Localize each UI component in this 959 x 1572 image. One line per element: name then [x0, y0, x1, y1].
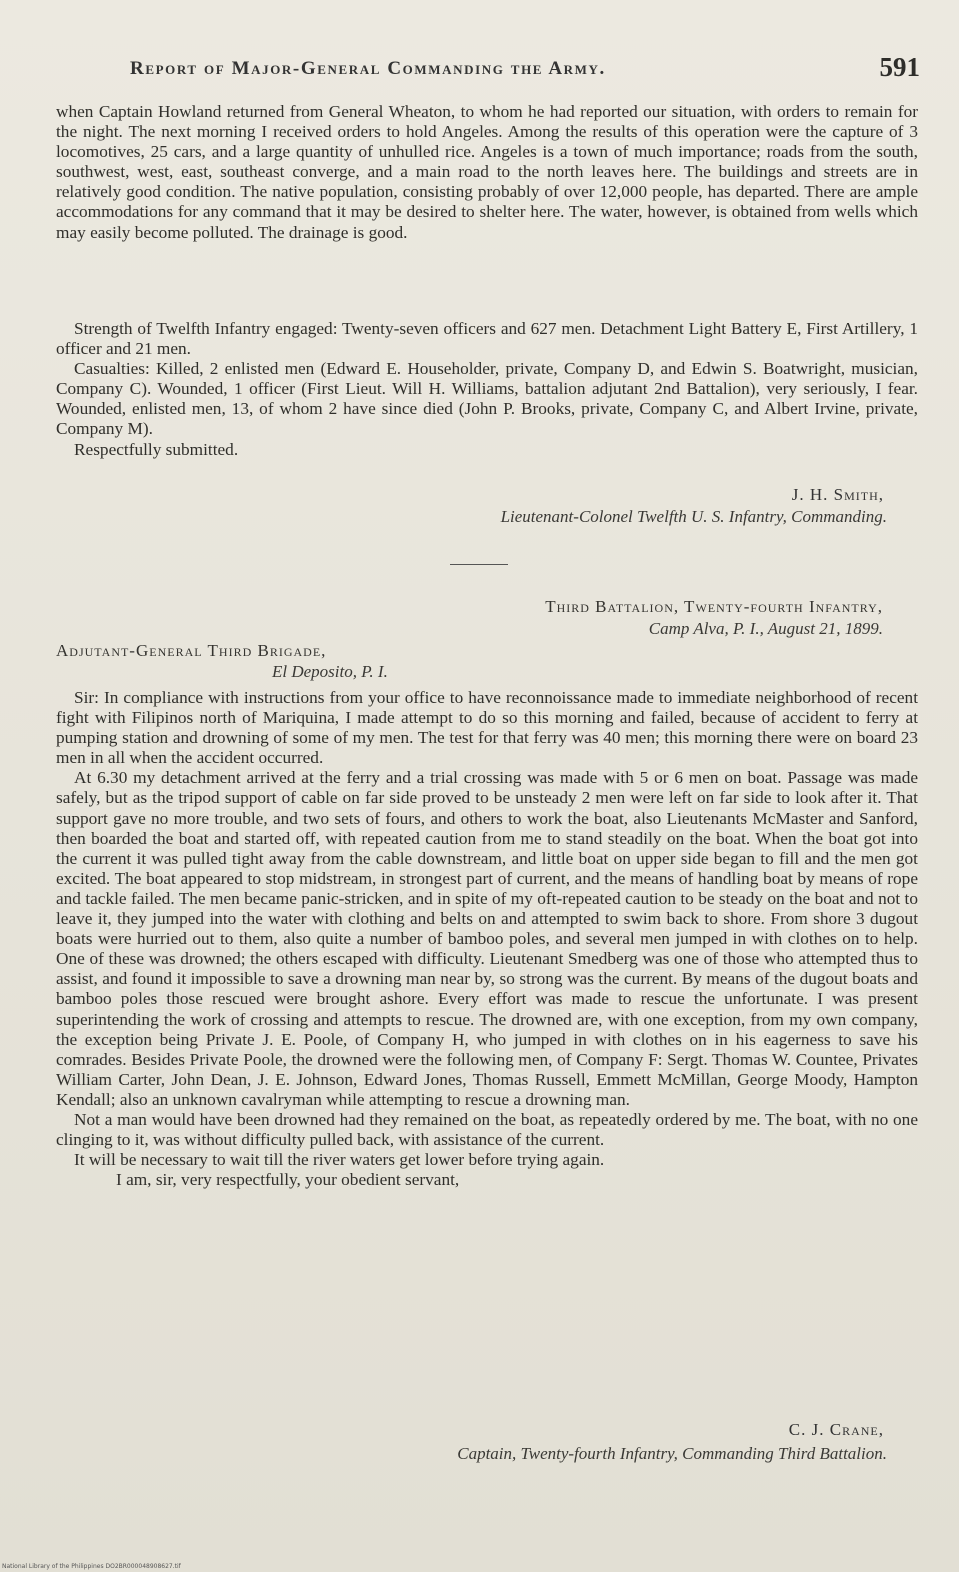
- signature-title-2: Captain, Twenty-fourth Infantry, Commanding Third Battalion.: [457, 1444, 887, 1463]
- signature-name-2: C. J. Crane,: [788, 1420, 884, 1439]
- letter-place-date: Camp Alva, P. I., August 21, 1899.: [648, 619, 883, 638]
- section-divider: [450, 564, 508, 565]
- scan-stamp: National Library of the Philippines DO2BR000048908627.tif: [2, 1563, 181, 1570]
- letter-from-unit: Third Battalion, Twenty-fourth Infantry,: [545, 597, 883, 616]
- paragraph: when Captain Howland returned from General Wheaton, to whom he had reported our situation, with orders to remain for the night. The next morning I received orders to hold Angeles. Among the results of this operation were the capture of 3 locomotives, 25 cars, and a large quantity of unhulled rice. Angeles is a town of much importance; roads from the south, southwest, west, east, southeast converge, and a main road to the north leaves here. The buildings and streets are in relatively good condition. The native population, consisting probably of over 12,000 people, has departed. There are ample accommodations for any command that it may be desired to shelter here. The water, however, is obtained from wells which may easily become polluted. The drainage is good.: [56, 102, 918, 242]
- paragraph: Sir: In compliance with instructions from your office to have reconnoissance made to immediate neighborhood of recent fight with Filipinos north of Mariquina, I made attempt to do so this morning and failed, because of accident to ferry at pumping station and drowning of some of my men. The test for that ferry was 40 men; this morning there were on board 23 men in all when the accident occurred.: [56, 688, 918, 768]
- paragraph: It will be necessary to wait till the river waters get lower before trying again.: [74, 1150, 605, 1170]
- report-continuation: [56, 102, 918, 243]
- letter-addressee-place: El Deposito, P. I.: [272, 662, 388, 681]
- paragraph: At 6.30 my detachment arrived at the ferry and a trial crossing was made with 5 or 6 men on boat. Passage was made safely, but as the tripod support of cable on far side proved to be unsteady 2 men were left on far side to look after it. That support gave no more trouble, and two sets of fours, and others to work the boat, also Lieutenants McMaster and Sanford, then boarded the boat and started off, with repeated caution from me to stand steadily on the boat. When the boat got into the current it was pulled tight away from the cable downstream, and little boat on upper side began to fill and the men got excited. The boat appeared to stop midstream, in strongest part of current, and the means of handling boat by means of rope and tackle failed. The men became panic-stricken, and in spite of my oft-repeated caution to be steady on the boat and not to leave it, they jumped into the water with clothing and belts on and attempted to swim back to shore. From shore 3 dugout boats were hurried out to them, also quite a number of bamboo poles, and several men jumped in with clothes on to help. One of these was drowned; the others escaped with difficulty. Lieutenant Smedberg was one of those who attempted thus to assist, and found it impossible to save a drowning man near by, so strong was the current. By means of the dugout boats and bamboo poles those rescued were brought ashore. Every effort was made to rescue the unfortunate. I was present superintending the work of crossing and attempts to rescue. The drowned are, with one exception, from my own company, the exception being Private J. E. Poole, of Company H, who jumped in with clothes on in his eagerness to save his comrades. Besides Private Poole, the drowned were the following men, of Company F: Sergt. Thomas W. Countee, Privates William Carter, John Dean, J. E. Johnson, Edward Jones, Thomas Russell, Emmett McMillan, George Moody, Hampton Kendall; also an unknown cavalryman while attempting to rescue a drowning man.: [56, 768, 918, 1109]
- paragraph: Respectfully submitted.: [74, 439, 239, 459]
- paragraph: Casualties: Killed, 2 enlisted men (Edward E. Householder, private, Company D, and Edwin S. Boatwright, musician, Company C). Wounded, 1 officer (First Lieut. Will H. Williams, battalion adjutant 2nd Battalion), very seriously, I fear. Wounded, enlisted men, 13, of whom 2 have since died (John P. Brooks, private, Company C, and Albert Irvine, private, Company M).: [56, 359, 918, 439]
- letter-body: [56, 688, 918, 1190]
- letter-addressee: Adjutant-General Third Brigade,: [56, 641, 327, 660]
- running-header: [130, 52, 920, 92]
- report-details: [56, 319, 918, 460]
- header-title: Report of Major-General Commanding the Army.: [130, 58, 606, 79]
- signature-title: Lieutenant-Colonel Twelfth U. S. Infantry, Commanding.: [500, 507, 887, 526]
- paragraph: Not a man would have been drowned had they remained on the boat, as repeatedly ordered by me. The boat, with no one clinging to it, was without difficulty pulled back, with assistance of the current.: [56, 1109, 918, 1150]
- signature-name: J. H. Smith,: [791, 485, 884, 504]
- page-number: 591: [879, 52, 920, 82]
- paragraph: Strength of Twelfth Infantry engaged: Twenty-seven officers and 627 men. Detachment Light Battery E, First Artillery, 1 officer and 21 men.: [56, 319, 918, 359]
- closing: I am, sir, very respectfully, your obedient servant,: [116, 1170, 460, 1190]
